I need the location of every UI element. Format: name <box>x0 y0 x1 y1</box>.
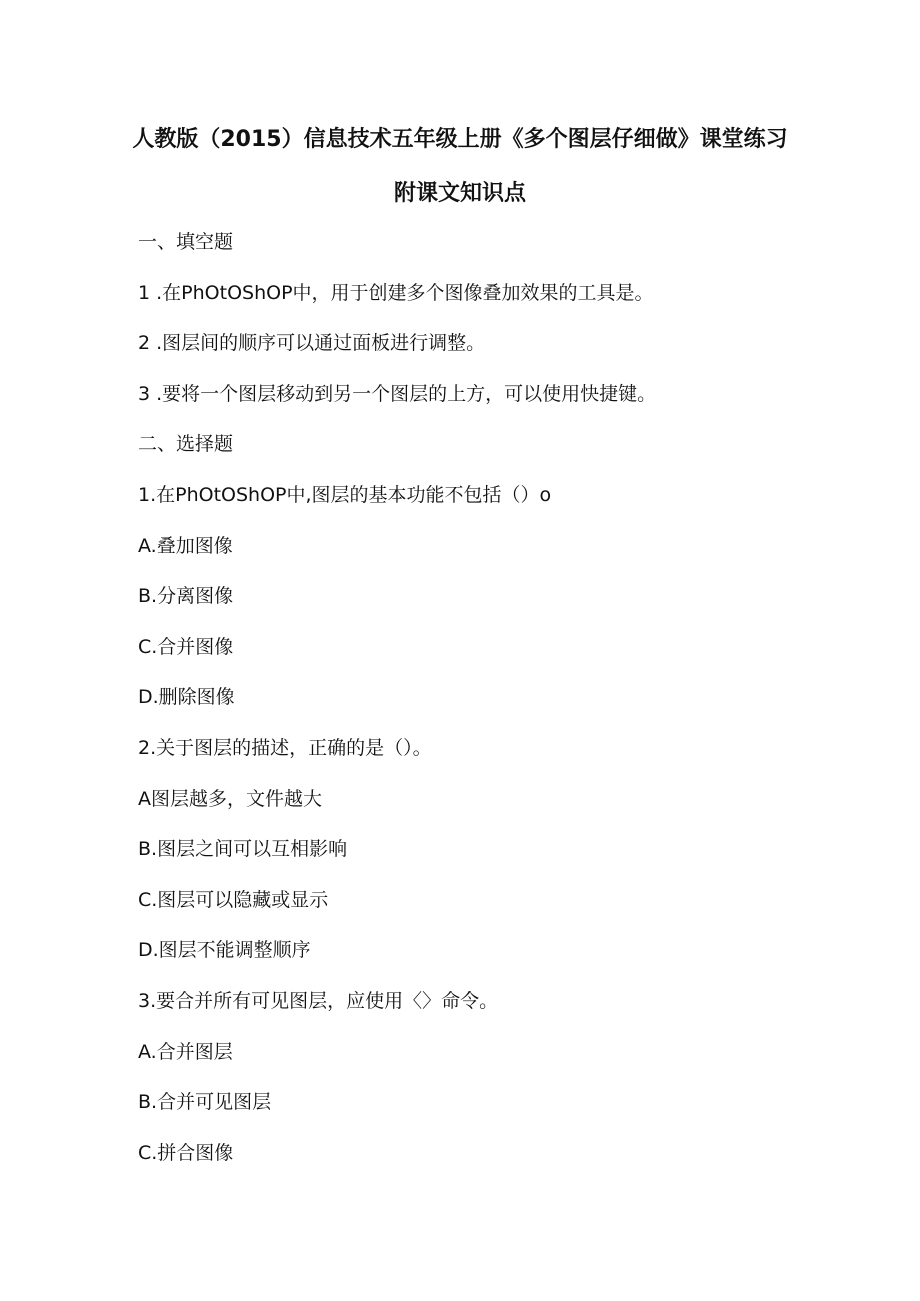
document-title: 人教版（2015）信息技术五年级上册《多个图层仔细做》课堂练习 <box>132 127 788 152</box>
question-1-stem: 1.在PhOtOShOP中,图层的基本功能不包括（）o <box>138 484 552 506</box>
section-heading-fill-blank: 一、填空题 <box>138 231 234 253</box>
question-2-option-d: D.图层不能调整顺序 <box>138 939 311 961</box>
question-1-option-b: B.分离图像 <box>138 585 234 607</box>
fill-blank-item-3: 3 .要将一个图层移动到另一个图层的上方，可以使用快捷键。 <box>138 383 657 405</box>
fill-blank-item-2: 2 .图层间的顺序可以通过面板进行调整。 <box>138 332 486 354</box>
question-2-option-c: C.图层可以隐藏或显示 <box>138 889 329 911</box>
question-1-option-a: A.叠加图像 <box>138 535 233 557</box>
question-3-stem: 3.要合并所有可见图层，应使用〈〉命令。 <box>138 990 499 1012</box>
question-2-option-a: A图层越多，文件越大 <box>138 788 322 810</box>
fill-blank-item-1: 1 .在PhOtOShOP中，用于创建多个图像叠加效果的工具是。 <box>138 282 654 304</box>
section-heading-multiple-choice: 二、选择题 <box>138 433 234 455</box>
question-1-option-c: C.合并图像 <box>138 636 234 658</box>
document-subtitle: 附课文知识点 <box>393 181 526 206</box>
question-3-option-a: A.合并图层 <box>138 1041 233 1063</box>
question-1-option-d: D.删除图像 <box>138 686 235 708</box>
question-3-option-c: C.拼合图像 <box>138 1142 234 1164</box>
question-2-option-b: B.图层之间可以互相影响 <box>138 838 348 860</box>
question-2-stem: 2.关于图层的描述，正确的是（）。 <box>138 737 432 759</box>
question-3-option-b: B.合并可见图层 <box>138 1091 272 1113</box>
